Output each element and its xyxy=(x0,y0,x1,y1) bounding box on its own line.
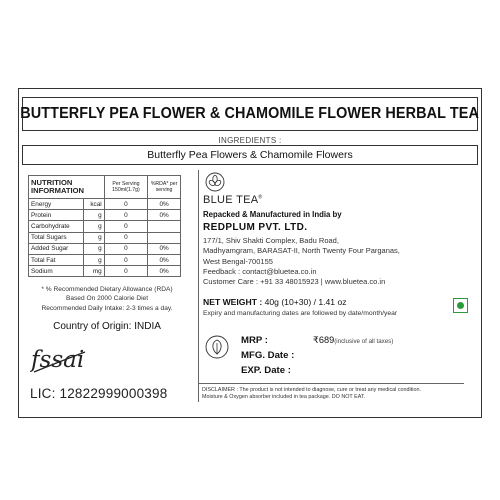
nutrient-name: Energy xyxy=(29,199,84,210)
nutrition-header-row xyxy=(29,176,181,199)
fssai-logo xyxy=(30,343,88,377)
nutrient-rda: 0% xyxy=(148,210,181,221)
brand-registered-mark: ® xyxy=(258,194,263,201)
nutrient-name: Carbohydrate xyxy=(29,221,84,232)
table-row xyxy=(29,266,181,277)
exp-date-label: EXP. Date : xyxy=(241,365,291,376)
nutrient-unit: g xyxy=(84,221,105,232)
nutrient-name: Total Sugars xyxy=(29,232,84,243)
rda-line-1: * % Recommended Dietary Allowance (RDA) xyxy=(41,286,173,293)
nutrient-value: 0 xyxy=(104,243,147,254)
mrp-tax-note: (inclusive of all taxes) xyxy=(334,338,394,345)
address-line-1: 177/1, Shiv Shakti Complex, Badu Road, xyxy=(203,236,339,245)
leaf-icon xyxy=(205,335,229,359)
product-title: BUTTERFLY PEA FLOWER & CHAMOMILE FLOWER HERBAL TEA xyxy=(20,105,480,122)
address-line-2: Madhyamgram, BARASAT-II, North Twenty Four Parganas, xyxy=(203,246,400,256)
repack-line: Repacked & Manufactured in India by xyxy=(203,210,342,219)
nutrient-unit: mg xyxy=(84,266,105,277)
table-row xyxy=(29,232,181,243)
nutrition-header-rda: %RDA* per serving xyxy=(148,176,181,199)
disclaimer xyxy=(202,387,464,402)
nutrient-unit: g xyxy=(84,210,105,221)
veg-mark-icon xyxy=(453,298,468,313)
table-row xyxy=(29,243,181,254)
table-row xyxy=(29,210,181,221)
nutrient-unit: g xyxy=(84,254,105,265)
horizontal-divider xyxy=(198,383,464,384)
nutrient-value: 0 xyxy=(104,221,147,232)
nutrient-unit: kcal xyxy=(84,199,105,210)
table-row xyxy=(29,221,181,232)
nutrient-rda: 0% xyxy=(148,243,181,254)
nutrient-value: 0 xyxy=(104,199,147,210)
nutrition-header-name: NUTRITION INFORMATION xyxy=(29,176,105,199)
nutrient-rda: 0% xyxy=(148,254,181,265)
nutrient-rda xyxy=(148,232,181,243)
blue-tea-flower-icon xyxy=(205,172,225,192)
mrp-value xyxy=(313,335,393,346)
nutrient-name: Protein xyxy=(29,210,84,221)
vertical-divider xyxy=(198,170,199,402)
brand-name-text: BLUE TEA xyxy=(203,194,259,206)
fssai-wordmark: fssai xyxy=(31,347,85,373)
ingredients-box xyxy=(22,145,478,165)
nutrition-header-serving: Per Serving 150ml(1.7g) xyxy=(104,176,147,199)
nutrition-table xyxy=(28,175,181,277)
feedback-line: Feedback : contact@bluetea.co.in xyxy=(203,266,317,276)
nutrient-name: Added Sugar xyxy=(29,243,84,254)
address-line-3: West Bengal-700155 xyxy=(203,256,273,266)
mrp-amount: ₹689 xyxy=(313,335,335,345)
nutrient-name: Total Fat xyxy=(29,254,84,265)
nutrient-name: Sodium xyxy=(29,266,84,277)
nutrient-value: 0 xyxy=(104,266,147,277)
company-name: REDPLUM PVT. LTD. xyxy=(203,222,308,233)
rda-footnote xyxy=(22,285,192,313)
disclaimer-line-1: DISCLAIMER : The product is not intended to diagnose, cure or treat any medical condition. xyxy=(202,387,421,393)
rda-line-2: Based On 2000 Calorie Diet xyxy=(65,295,149,303)
mrp-label: MRP : xyxy=(241,335,269,346)
disclaimer-line-2: Moisture & Oxygen absorber included in tea package. DO NOT EAT. xyxy=(202,394,366,401)
nutrient-unit: g xyxy=(84,232,105,243)
net-weight-value: 40g (10+30) / 1.41 oz xyxy=(264,297,347,307)
table-row xyxy=(29,199,181,210)
title-box xyxy=(22,97,478,131)
license-number: LIC: 12822999000398 xyxy=(30,386,168,401)
customer-care-line: Customer Care : +91 33 48015923 | www.bluetea.co.in xyxy=(203,277,386,287)
brand-name xyxy=(203,194,262,206)
net-weight-label: NET WEIGHT : xyxy=(203,297,263,307)
rda-line-3: Recommended Daily Intake: 2-3 times a day. xyxy=(41,304,173,312)
nutrient-rda xyxy=(148,221,181,232)
nutrient-value: 0 xyxy=(104,232,147,243)
nutrient-rda: 0% xyxy=(148,266,181,277)
table-row xyxy=(29,254,181,265)
nutrient-unit: g xyxy=(84,243,105,254)
nutrient-rda: 0% xyxy=(148,199,181,210)
nutrient-value: 0 xyxy=(104,210,147,221)
net-weight xyxy=(203,297,347,307)
expiry-note: Expiry and manufacturing dates are followed by date/month/year xyxy=(203,310,398,317)
country-of-origin: Country of Origin: INDIA xyxy=(53,321,161,332)
ingredients-heading: INGREDIENTS : xyxy=(218,136,282,145)
company-address xyxy=(203,236,463,287)
ingredients-text: Butterfly Pea Flowers & Chamomile Flowers xyxy=(147,149,353,161)
nutrient-value: 0 xyxy=(104,254,147,265)
mfg-date-label: MFG. Date : xyxy=(241,350,295,361)
